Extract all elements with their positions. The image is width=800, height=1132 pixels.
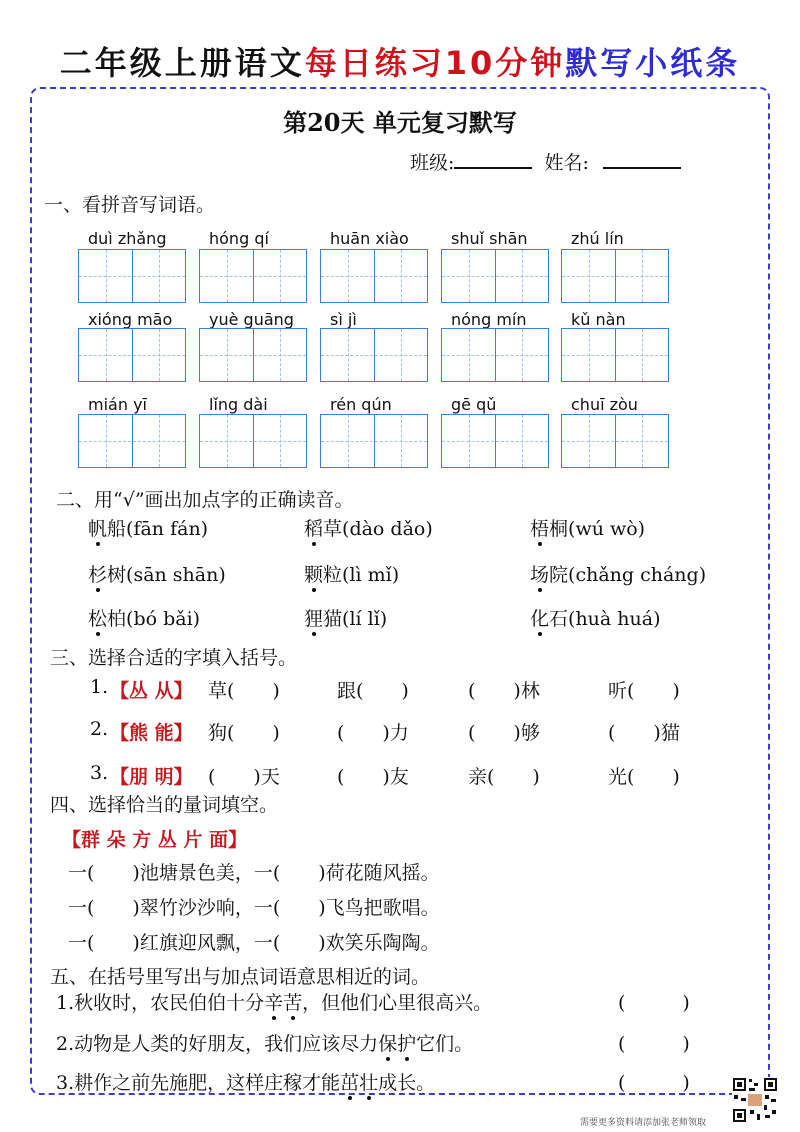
writing-grid-box[interactable] — [561, 249, 669, 303]
dotted-word — [340, 1072, 378, 1094]
char-choices: 【丛 从】 — [110, 680, 193, 702]
fill-blank-item[interactable]: 狗( ) — [208, 722, 280, 744]
section4-choices: 【群 朵 方 丛 片 面】 — [62, 829, 248, 851]
sentence-before: 3.耕作之前先施肥，这样庄稼才能 — [56, 1072, 341, 1094]
fill-blank-item[interactable]: 草( ) — [208, 680, 280, 702]
word-rest: 石 — [549, 608, 569, 630]
pinyin-label: nóng mín — [451, 310, 527, 329]
fill-blank-item[interactable]: 跟( ) — [337, 680, 409, 702]
class-blank[interactable] — [454, 149, 532, 169]
row-number: 3. — [90, 762, 109, 784]
reading-choice-item[interactable] — [88, 604, 200, 631]
pinyin-label: hóng qí — [209, 229, 269, 248]
pinyin-options: (wú wò) — [568, 518, 646, 540]
word-rest: 院 — [549, 564, 569, 586]
pinyin-options: (huà huá) — [568, 608, 661, 630]
section2-heading: 二、用“√”画出加点字的正确读音。 — [56, 489, 354, 511]
reading-choice-item[interactable] — [88, 514, 208, 541]
fill-blank-item[interactable]: ( )够 — [468, 722, 540, 744]
writing-grid-box[interactable] — [441, 328, 549, 382]
dotted-char: 稻 — [304, 518, 324, 540]
answer-parentheses[interactable]: ( ) — [618, 992, 690, 1014]
footer-note: 需要更多资料请添加张老师领取 — [580, 1118, 707, 1128]
dotted-char: 辛 — [264, 992, 284, 1014]
section4-heading: 四、选择恰当的量词填空。 — [50, 794, 279, 816]
writing-grid-box[interactable] — [561, 414, 669, 468]
synonym-sentence — [56, 1068, 435, 1095]
fill-blank-item[interactable]: ( )猫 — [608, 722, 680, 744]
pinyin-options: (dào dǎo) — [342, 518, 433, 540]
char-choices: 【朋 明】 — [110, 766, 193, 788]
title-part-dictation: 默写小纸条 — [565, 44, 741, 82]
fill-blank-item[interactable]: ( )力 — [337, 722, 409, 744]
pinyin-label: shuǐ shān — [451, 229, 528, 248]
writing-grid-box[interactable] — [78, 414, 186, 468]
word-rest: 船 — [107, 518, 127, 540]
writing-grid-box[interactable] — [78, 328, 186, 382]
pinyin-label: kǔ nàn — [571, 310, 626, 329]
pinyin-options: (sān shān) — [126, 564, 226, 586]
dotted-char: 场 — [530, 564, 550, 586]
reading-choice-item[interactable] — [304, 514, 433, 541]
writing-grid-box[interactable] — [320, 414, 428, 468]
pinyin-options: (lí lǐ) — [342, 608, 388, 630]
writing-grid-box[interactable] — [441, 414, 549, 468]
pinyin-label: gē qǔ — [451, 395, 497, 414]
dotted-word — [264, 992, 302, 1014]
pinyin-label: rén qún — [330, 395, 392, 414]
dotted-char: 狸 — [304, 608, 324, 630]
pinyin-options: (lì mǐ) — [342, 564, 400, 586]
writing-grid-box[interactable] — [561, 328, 669, 382]
writing-grid-box[interactable] — [199, 328, 307, 382]
pinyin-label: zhú lín — [571, 229, 624, 248]
section5-heading: 五、在括号里写出与加点词语意思相近的词。 — [50, 966, 431, 988]
dotted-char: 茁 — [340, 1072, 360, 1094]
writing-grid-box[interactable] — [320, 249, 428, 303]
sentence-after: 它们。 — [416, 1033, 474, 1055]
pinyin-label: sì jì — [330, 310, 357, 329]
dotted-char: 苦 — [283, 992, 303, 1014]
word-rest: 草 — [323, 518, 343, 540]
section3-heading: 三、选择合适的字填入括号。 — [50, 647, 298, 669]
fill-blank-item[interactable]: 光( ) — [608, 766, 680, 788]
writing-grid-box[interactable] — [78, 249, 186, 303]
dotted-char: 保 — [378, 1033, 398, 1055]
synonym-sentence — [56, 1029, 473, 1056]
synonym-sentence — [56, 988, 492, 1015]
measure-word-line-3: 一( )红旗迎风飘，一( )欢笑乐陶陶。 — [68, 932, 440, 954]
reading-choice-item[interactable] — [530, 604, 661, 631]
row-number: 1. — [90, 676, 109, 698]
pinyin-options: (fān fán) — [126, 518, 209, 540]
fill-blank-item[interactable]: 听( ) — [608, 680, 680, 702]
pinyin-label: chuī zòu — [571, 395, 638, 414]
qr-code-icon — [732, 1077, 778, 1123]
word-rest: 粒 — [323, 564, 343, 586]
dotted-char: 护 — [397, 1033, 417, 1055]
reading-choice-item[interactable] — [304, 560, 399, 587]
sentence-before: 2.动物是人类的好朋友，我们应该尽力 — [56, 1033, 379, 1055]
worksheet-title — [0, 38, 800, 84]
section1-heading: 一、看拼音写词语。 — [44, 194, 216, 216]
name-blank[interactable] — [603, 149, 681, 169]
reading-choice-item[interactable] — [530, 560, 706, 587]
word-rest: 猫 — [323, 608, 343, 630]
measure-word-line-1: 一( )池塘景色美，一( )荷花随风摇。 — [68, 862, 440, 884]
fill-blank-item[interactable]: 亲( ) — [468, 766, 540, 788]
dotted-char: 梧 — [530, 518, 550, 540]
reading-choice-item[interactable] — [530, 514, 645, 541]
sentence-after: 成长。 — [378, 1072, 436, 1094]
title-part-grade: 二年级上册语文 — [59, 44, 305, 82]
word-rest: 树 — [107, 564, 127, 586]
word-rest: 柏 — [107, 608, 127, 630]
measure-word-line-2: 一( )翠竹沙沙响，一( )飞鸟把歌唱。 — [68, 897, 440, 919]
writing-grid-box[interactable] — [199, 249, 307, 303]
dotted-char: 壮 — [359, 1072, 379, 1094]
writing-grid-box[interactable] — [441, 249, 549, 303]
reading-choice-item[interactable] — [88, 560, 226, 587]
dotted-char: 杉 — [88, 564, 108, 586]
row-number: 2. — [90, 718, 109, 740]
pinyin-label: mián yī — [88, 395, 147, 414]
class-name-line — [410, 148, 681, 175]
answer-parentheses[interactable]: ( ) — [618, 1072, 690, 1094]
char-choices: 【熊 能】 — [110, 722, 193, 744]
dotted-char: 颗 — [304, 564, 324, 586]
title-part-practice: 每日练习10分钟 — [304, 44, 566, 82]
writing-grid-box[interactable] — [320, 328, 428, 382]
dotted-char: 化 — [530, 608, 550, 630]
pinyin-options: (bó bǎi) — [126, 608, 201, 630]
word-rest: 桐 — [549, 518, 569, 540]
class-label: 班级: — [410, 152, 455, 174]
pinyin-options: (chǎng cháng) — [568, 564, 707, 586]
pinyin-label: duì zhǎng — [88, 229, 167, 248]
answer-parentheses[interactable]: ( ) — [618, 1033, 690, 1055]
fill-blank-item[interactable]: ( )林 — [468, 680, 540, 702]
pinyin-label: xióng māo — [88, 310, 173, 329]
pinyin-label: yuè guāng — [209, 310, 294, 329]
sentence-after: ，但他们心里很高兴。 — [302, 992, 493, 1014]
reading-choice-item[interactable] — [304, 604, 387, 631]
pinyin-label: huān xiào — [330, 229, 409, 248]
writing-grid-box[interactable] — [199, 414, 307, 468]
sentence-before: 1.秋收时，农民伯伯十分 — [56, 992, 265, 1014]
dotted-char: 帆 — [88, 518, 108, 540]
dotted-char: 松 — [88, 608, 108, 630]
fill-blank-item[interactable]: ( )友 — [337, 766, 409, 788]
pinyin-label: lǐng dài — [209, 395, 268, 414]
day-title: 第20天 单元复习默写 — [283, 108, 517, 137]
dotted-word — [378, 1033, 416, 1055]
fill-blank-item[interactable]: ( )天 — [208, 766, 280, 788]
name-label: 姓名: — [544, 152, 589, 174]
